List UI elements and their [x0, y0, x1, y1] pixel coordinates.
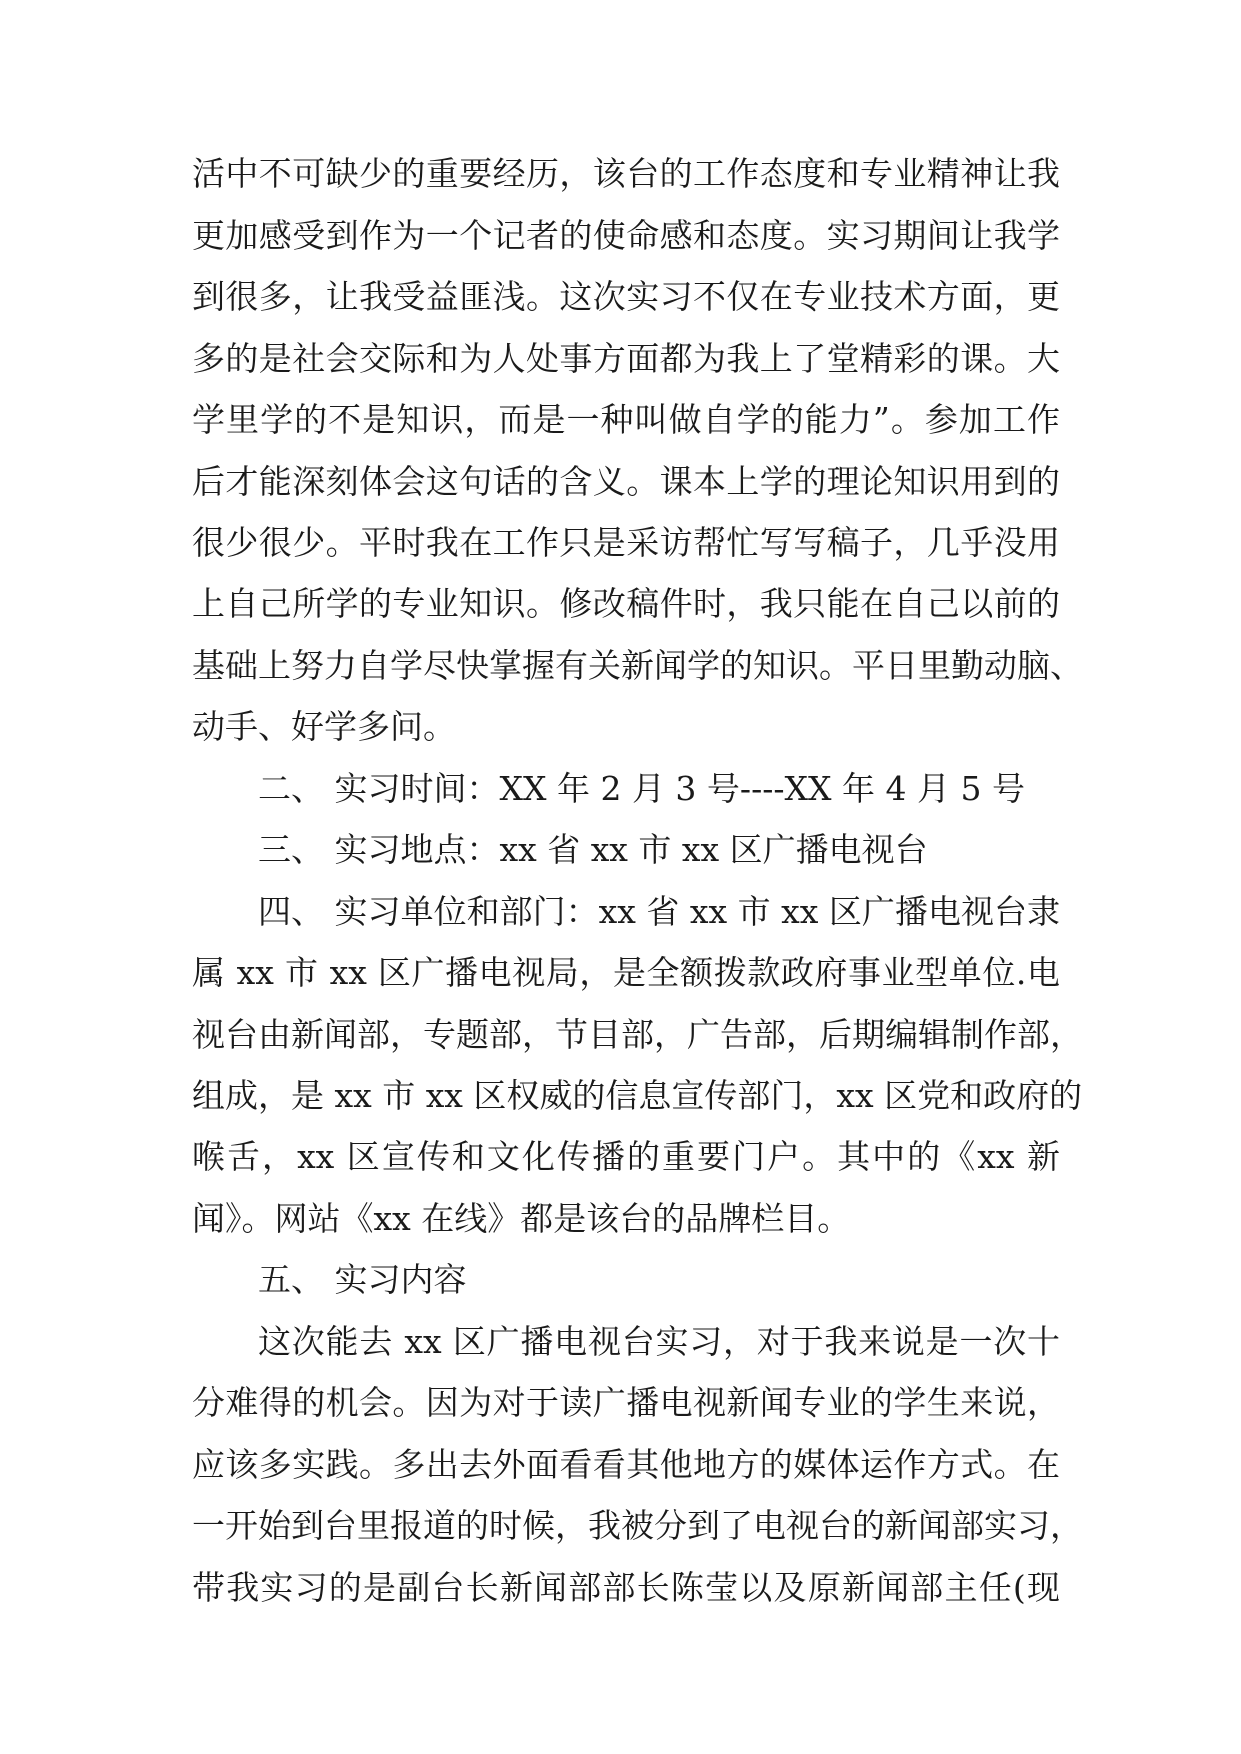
section-heading-content: 五、 实习内容	[258, 1260, 467, 1299]
text-line-15: 视台由新闻部，专题部，节目部，广告部，后期编辑制作部，	[192, 1015, 1083, 1054]
text-line-6: 后才能深刻体会这句话的含义。课本上学的理论知识用到的	[192, 462, 1060, 501]
text-line-8: 上自己所学的专业知识。修改稿件时，我只能在自己以前的	[192, 584, 1060, 623]
text-line-23: 一开始到台里报道的时候，我被分到了电视台的新闻部实习，	[192, 1506, 1083, 1545]
text-line-4: 多的是社会交际和为人处事方面都为我上了堂精彩的课。大	[192, 339, 1060, 378]
text-line-10: 动手、好学多问。	[192, 707, 456, 746]
text-line-20: 这次能去 xx 区广播电视台实习，对于我来说是一次十	[258, 1322, 1060, 1361]
text-line-7: 很少很少。平时我在工作只是采访帮忙写写稿子，几乎没用	[192, 523, 1060, 562]
text-line-14: 属 xx 市 xx 区广播电视局，是全额拨款政府事业型单位.电	[192, 953, 1060, 992]
text-line-24: 带我实习的是副台长新闻部部长陈莹以及原新闻部主任(现	[192, 1568, 1060, 1607]
text-line-9: 基础上努力自学尽快掌握有关新闻学的知识。平日里勤动脑、	[192, 646, 1083, 685]
text-line-18: 闻》。网站《xx 在线》都是该台的品牌栏目。	[192, 1199, 851, 1238]
text-line-2: 更加感受到作为一个记者的使命感和态度。实习期间让我学	[192, 216, 1060, 255]
section-heading-time: 二、 实习时间：XX 年 2 月 3 号----XX 年 4 月 5 号	[258, 769, 1025, 808]
text-line-21: 分难得的机会。因为对于读广播电视新闻专业的学生来说，	[192, 1383, 1060, 1422]
text-line-1: 活中不可缺少的重要经历，该台的工作态度和专业精神让我	[192, 154, 1060, 193]
section-heading-unit: 四、 实习单位和部门：xx 省 xx 市 xx 区广播电视台隶	[258, 892, 1060, 931]
text-line-5: 学里学的不是知识，而是一种叫做自学的能力”。参加工作	[192, 400, 1060, 439]
text-line-16: 组成，是 xx 市 xx 区权威的信息宣传部门，xx 区党和政府的	[192, 1076, 1083, 1115]
text-line-22: 应该多实践。多出去外面看看其他地方的媒体运作方式。在	[192, 1445, 1060, 1484]
text-line-3: 到很多，让我受益匪浅。这次实习不仅在专业技术方面，更	[192, 277, 1060, 316]
text-line-17: 喉舌，xx 区宣传和文化传播的重要门户。其中的《xx 新	[192, 1137, 1060, 1176]
section-heading-location: 三、 实习地点：xx 省 xx 市 xx 区广播电视台	[258, 830, 928, 869]
